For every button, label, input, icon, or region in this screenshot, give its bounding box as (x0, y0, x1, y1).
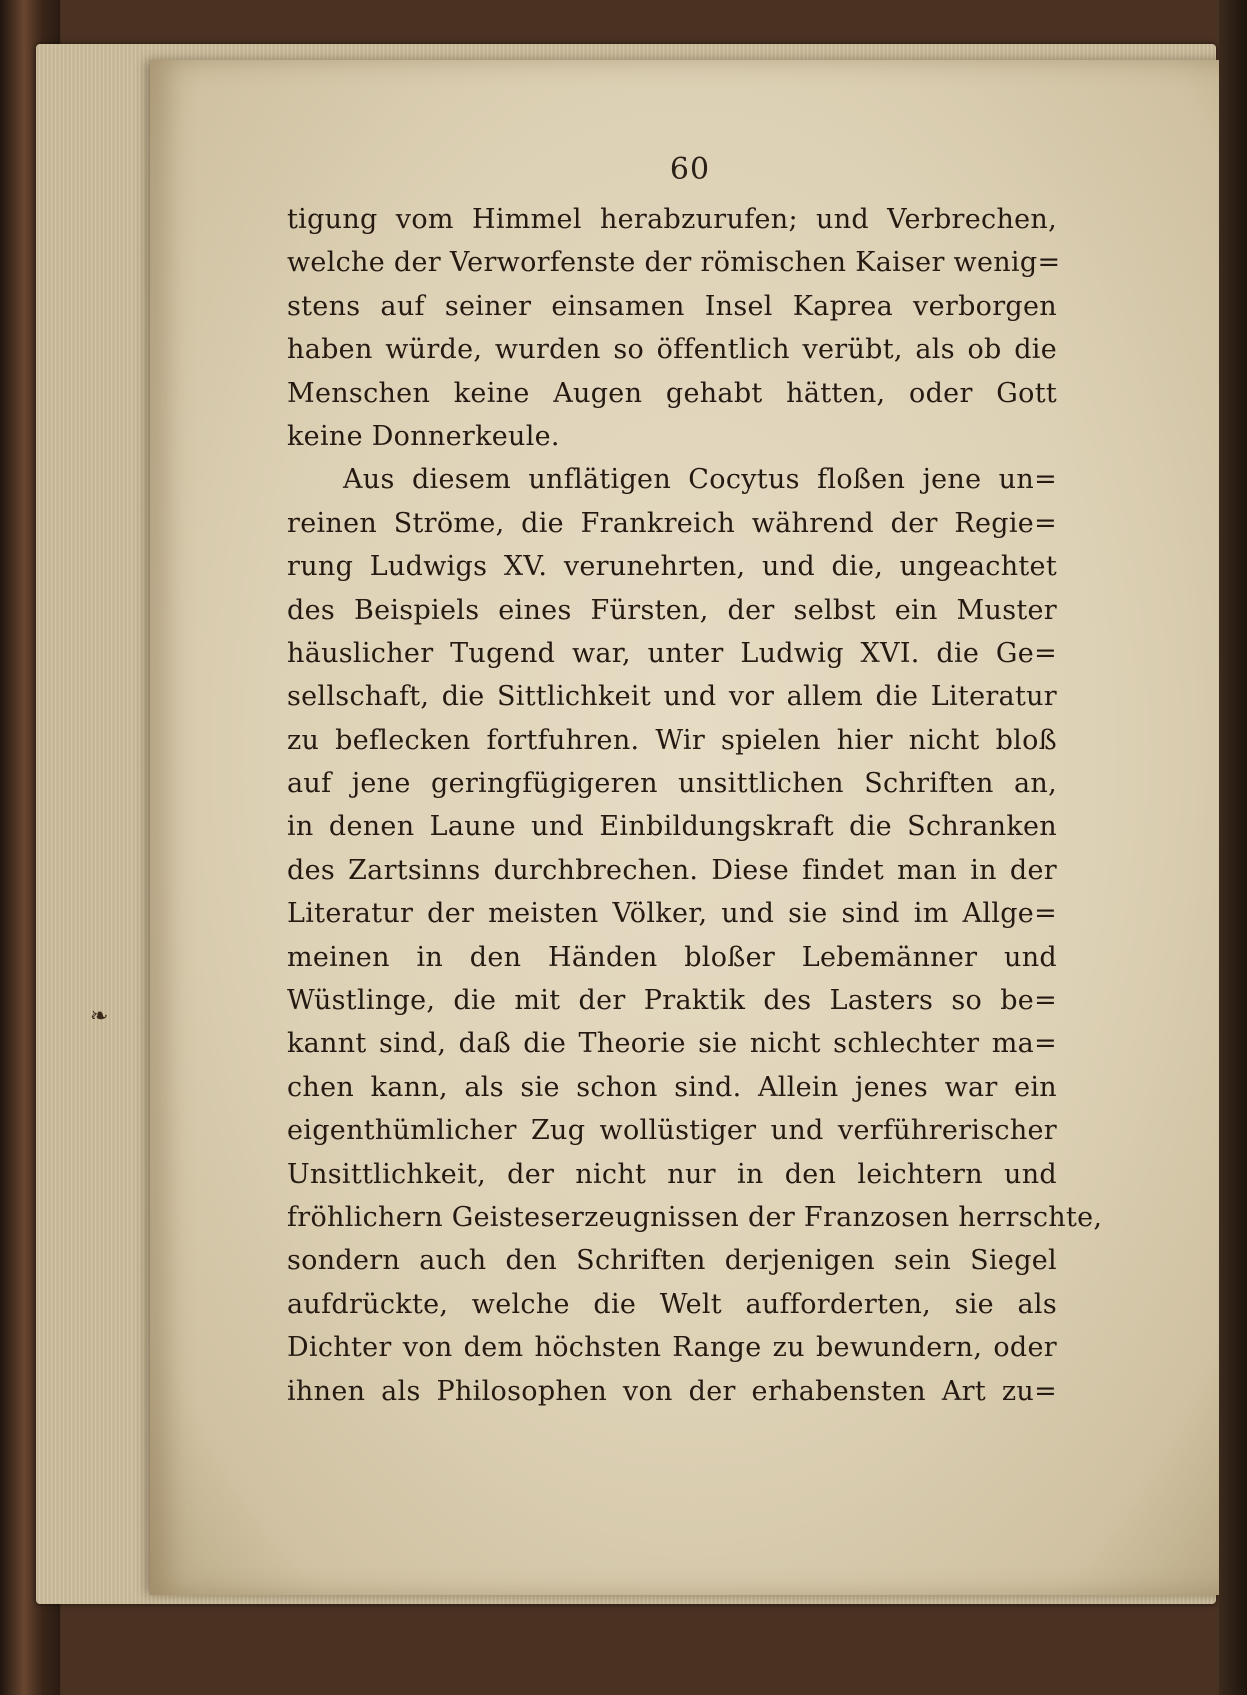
text-line: tigung vom Himmel herabzurufen; und Verbrechen, (287, 204, 1057, 235)
text-line: chen kann, als sie schon sind. Allein jenes war ein (287, 1071, 1057, 1103)
body-text (287, 198, 1103, 1413)
page-number: 60 (669, 152, 711, 187)
text-line: Dichter von dem höchsten Range zu bewundern, oder (287, 1332, 1057, 1364)
text-line: stens auf seiner einsamen Insel Kaprea verborgen (287, 290, 1057, 322)
text-line: Menschen keine Augen gehabt hätten, oder Gott (287, 377, 1057, 409)
margin-ink-mark: ❧ (90, 1004, 109, 1029)
text-line: sondern auch den Schriften derjenigen sein Siegel (287, 1245, 1057, 1277)
text-line: zu beflecken fortfuhren. Wir spielen hier nicht bloß (287, 724, 1057, 756)
text-line: Literatur der meisten Völker, und sie sind im Allge= (287, 898, 1057, 930)
text-line: welche der Verworfenste der römischen Kaiser wenig= (287, 247, 1061, 279)
text-line: in denen Laune und Einbildungskraft die Schranken (287, 811, 1057, 843)
text-line: häuslicher Tugend war, unter Ludwig XVI. die Ge= (287, 637, 1057, 669)
text-line: Wüstlinge, die mit der Praktik des Lasters so be= (287, 985, 1057, 1017)
book-page (150, 60, 1230, 1595)
text-line: des Beispiels eines Fürsten, der selbst ein Muster (287, 594, 1057, 626)
text-line: ihnen als Philosophen von der erhabensten Art zu= (287, 1375, 1057, 1407)
text-line: kannt sind, daß die Theorie sie nicht schlechter ma= (287, 1028, 1057, 1060)
text-line: meinen in den Händen bloßer Lebemänner und (287, 941, 1057, 973)
text-line: rung Ludwigs XV. verunehrten, und die, ungeachtet (287, 551, 1057, 583)
text-line: auf jene geringfügigeren unsittlichen Schriften an, (287, 768, 1057, 800)
text-line: haben würde, wurden so öffentlich verübt, als ob die (287, 334, 1057, 366)
text-line: keine Donnerkeule. (287, 420, 560, 452)
text-line: aufdrückte, welche die Welt aufforderten, sie als (287, 1288, 1057, 1320)
text-line: sellschaft, die Sittlichkeit und vor allem die Literatur (287, 681, 1057, 713)
text-line: des Zartsinns durchbrechen. Diese findet man in der (287, 854, 1057, 886)
text-line: reinen Ströme, die Frankreich während der Regie= (287, 507, 1057, 539)
gutter-shadow (1219, 0, 1247, 1695)
text-line: Aus diesem unflätigen Cocytus floßen jene un= (343, 464, 1057, 496)
text-line: fröhlichern Geisteserzeugnissen der Franzosen herrschte, (287, 1201, 1103, 1233)
text-line: eigenthümlicher Zug wollüstiger und verführerischer (287, 1115, 1057, 1147)
text-line: Unsittlichkeit, der nicht nur in den leichtern und (287, 1158, 1057, 1190)
